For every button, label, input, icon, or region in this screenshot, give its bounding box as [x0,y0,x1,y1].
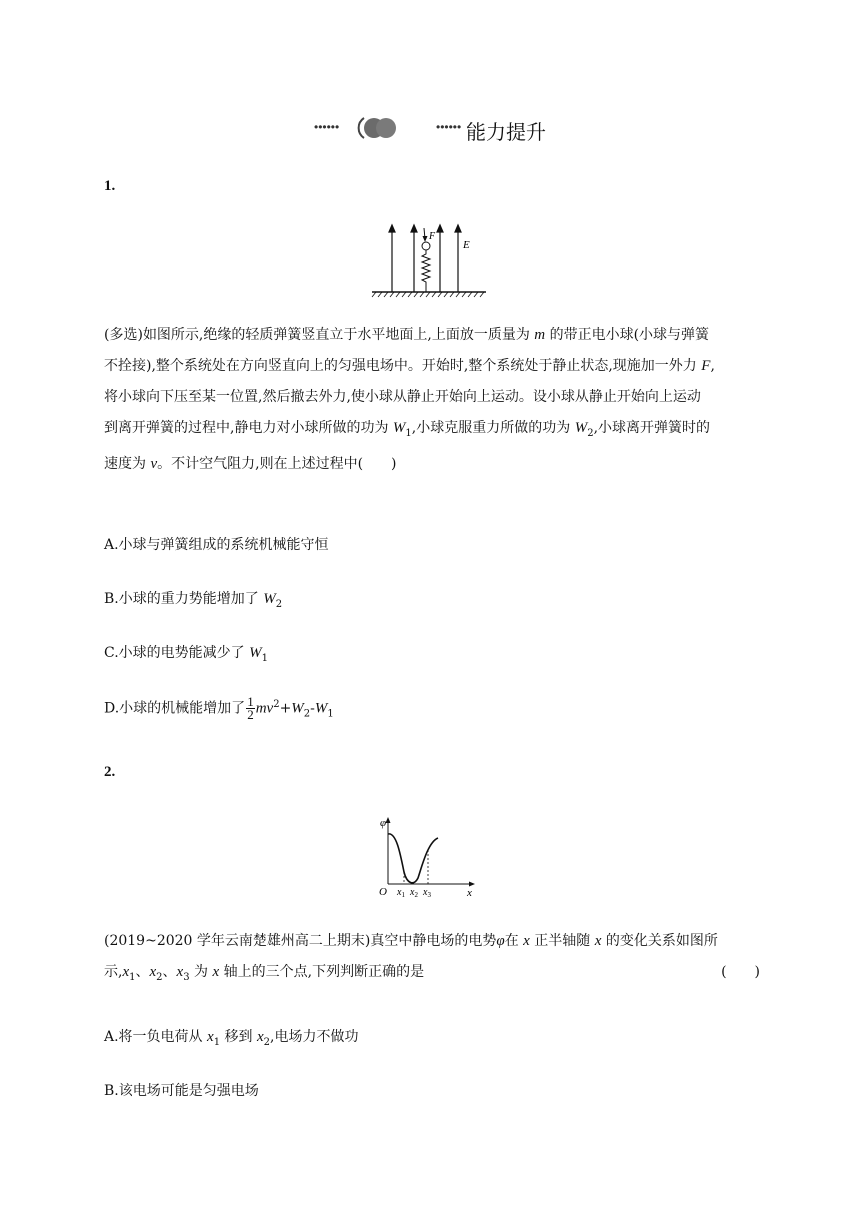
question-2-option-b[interactable]: B.该电场可能是匀强电场 [104,1083,259,1099]
x1-label: $x_1$ [397,887,405,898]
charged-ball [422,242,430,250]
q2-stem-line-2: 示$,x_1$、$x_2$、$x_3$ 为 x 轴上的三个点,下列判断正确的是 ( ) [104,957,760,993]
question-2-option-a[interactable]: A.将一负电荷从 $x_1$ 移到 $x_2$,电场力不做功 [104,1029,359,1048]
decorative-dots-left: •••••• [314,120,340,134]
question-1-option-d[interactable]: D.小球的机械能增加了 $\frac{1}{2}$ $mv^2+W_2-W_1$ [104,694,334,722]
question-2-figure [372,812,482,898]
question-1-option-b[interactable]: B.小球的重力势能增加了 $W_2$ [104,591,283,610]
ground-hatching [372,292,484,297]
decorative-dots-right: •••••• [436,120,462,134]
stem-line-1: (多选)如图所示,绝缘的轻质弹簧竖直立于水平地面上,上面放一质量为 m 的带正电小球(小球与弹簧 [104,327,710,343]
question-1-number: 1. [104,178,116,194]
section-header [310,112,570,144]
fraction-one-half: $\frac{1}{2}$ [247,694,254,722]
section-title: 能力提升 [466,120,546,144]
question-1-option-a[interactable]: A.小球与弹簧组成的系统机械能守恒 [104,537,329,553]
force-label: F [429,231,436,242]
field-label: E [463,239,470,251]
x2-label: $x_2$ [410,887,418,898]
x3-label: $x_3$ [423,887,431,898]
origin-label: O [379,886,387,898]
question-1-stem [104,320,764,480]
question-2-stem [104,926,760,993]
stem-line-3: 将小球向下压至某一位置,然后撤去外力,使小球从静止开始向上运动。设小球从静止开始向上运动 [104,389,701,405]
stem-line-4: 到离开弹簧的过程中,静电力对小球所做的功为 $W_1$,小球克服重力所做的功为 $W_2$,小球离开弹簧时的 [104,420,711,439]
x-axis-label: x [467,887,472,898]
section-badge-icon [350,112,400,142]
y-axis-label: φ [380,817,387,829]
spring [422,250,430,292]
potential-curve [388,834,438,883]
q2-stem-line-1: (2019~2020 学年云南楚雄州高二上期末)真空中静电场的电势φ在 x 正半轴随 x 的变化关系如图所 [104,933,718,949]
question-2-number: 2. [104,764,116,780]
stem-line-5: 速度为 v。不计空气阻力,则在上述过程中( ) [104,455,397,472]
question-1-option-c[interactable]: C.小球的电势能减少了 $W_1$ [104,645,268,664]
answer-paren: ( ) [721,964,760,980]
stem-line-2: 不拴接),整个系统处在方向竖直向上的匀强电场中。开始时,整个系统处于静止状态,现施加一外力 F, [104,358,715,374]
question-1-figure [370,222,490,298]
